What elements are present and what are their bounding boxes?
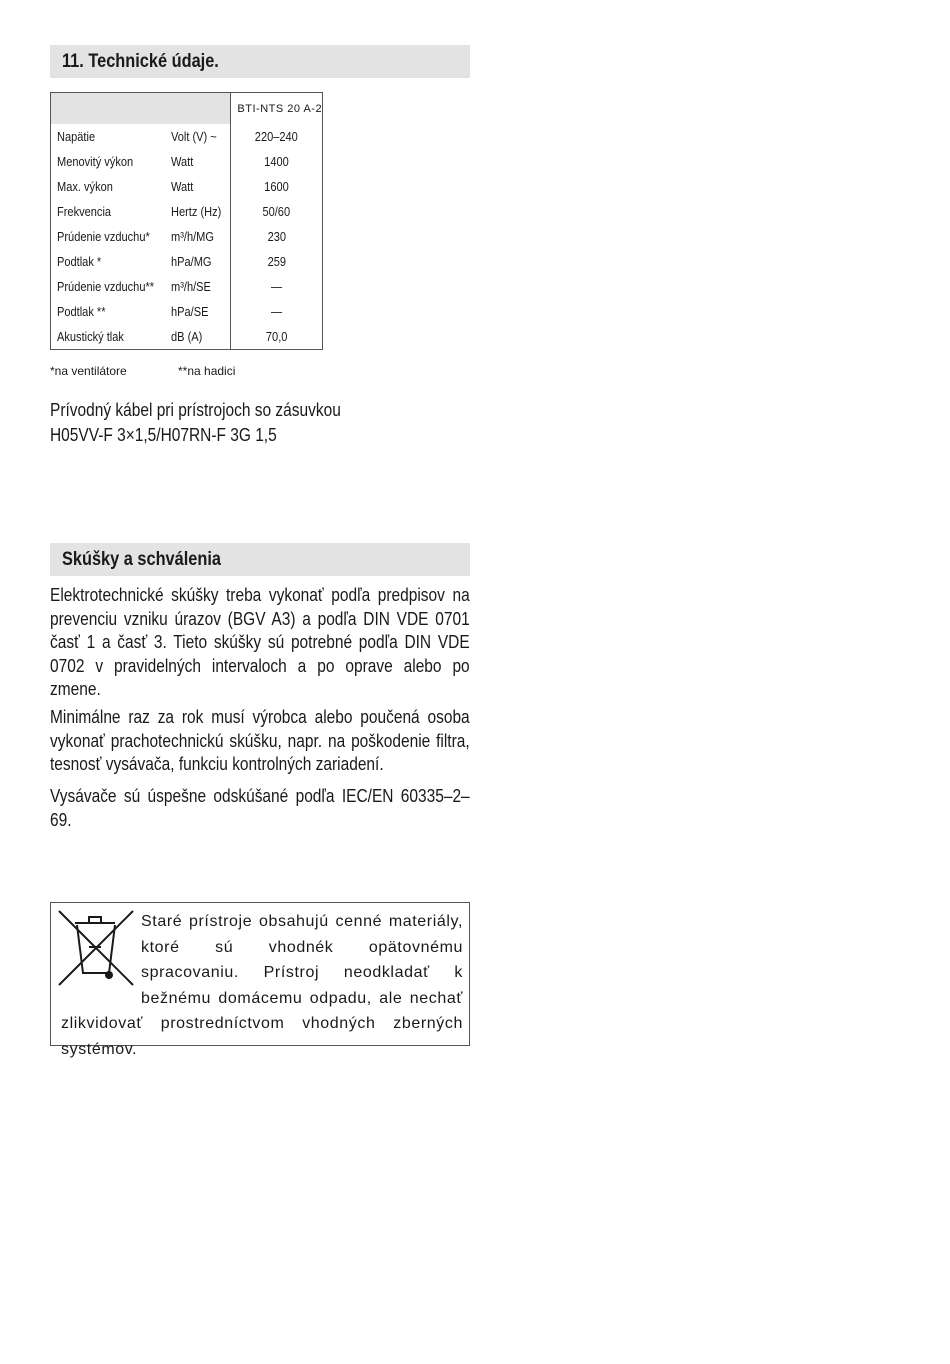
cable-spec [50,398,388,448]
model-header: BTI-NTS 20 A-2 [231,93,323,125]
table-row [51,174,323,199]
paragraph-certification [50,785,470,832]
row-label: Frekvencia [57,204,112,219]
row-label: Napätie [57,129,96,144]
disposal-notice [50,902,470,1058]
paragraph-text: Vysávače sú úspešne odskúšané podľa IEC/EN 60335–2–69. [50,786,470,830]
row-value: 259 [267,254,286,269]
table-row [51,149,323,174]
row-unit: hPa/MG [171,254,212,269]
row-value: 70,0 [265,329,288,344]
row-unit: m³/h/MG [171,229,215,244]
row-unit: m³/h/SE [171,279,212,294]
row-label: Max. výkon [57,179,113,194]
row-value: — [271,304,283,319]
row-unit: Hertz (Hz) [171,204,222,219]
paragraph-text: Minimálne raz za rok musí výrobca alebo poučená osoba vykonať prachotechnickú skúšku, napr. na poškodenie filtra, tesnosť vysávača, funkciu kontrolných zariadení. [50,707,470,774]
row-label: Podtlak ** [57,304,106,319]
disposal-text: Staré prístroje obsahujú cenné materiály, ktoré sú vhodnék opätovnému spracovaniu. Prístroj neodkladať k bežnému domácemu odpadu, ale nechať zlikvidovať prostredníctvom vhodných zberných systémov. [61,913,463,1058]
section-title: 11. Technické údaje. [62,50,219,72]
row-value: — [271,279,283,294]
table-row [51,224,323,249]
section-header-tests [50,543,470,576]
table-row [51,299,323,324]
row-value: 220–240 [255,129,299,144]
table-row [51,199,323,224]
cable-line-2: H05VV-F 3×1,5/H07RN-F 3G 1,5 [50,425,277,445]
table-row [51,249,323,274]
row-unit: Watt [171,154,194,169]
table-row [51,324,323,350]
cable-line-1: Prívodný kábel pri prístrojoch so zásuvkou [50,400,341,420]
table-row [51,124,323,149]
row-unit: dB (A) [171,329,203,344]
row-label: Prúdenie vzduchu** [57,279,155,294]
footnote-hose: **na hadici [178,364,236,378]
row-value: 1600 [264,179,290,194]
row-value: 50/60 [262,204,291,219]
paragraph-text: Elektrotechnické skúšky treba vykonať podľa predpisov na prevenciu vzniku úrazov (BGV A3) a podľa DIN VDE 0701 časť 1 a časť 3. Tieto skúšky sú potrebné podľa DIN VDE 0702 v pravidelných intervaloch a po oprave alebo po zmene. [50,585,470,699]
paragraph-electrical-tests [50,584,470,702]
row-unit: Watt [171,179,194,194]
row-value: 230 [267,229,286,244]
row-label: Menovitý výkon [57,154,134,169]
footnote-fan: *na ventilátore [50,364,127,378]
table-row [51,274,323,299]
row-label: Podtlak * [57,254,102,269]
row-value: 1400 [264,154,290,169]
section-title: Skúšky a schválenia [62,548,221,570]
technical-data-table [50,92,323,350]
row-unit: hPa/SE [171,304,209,319]
paragraph-annual-test [50,706,470,777]
section-header-technical-data [50,45,470,78]
row-label: Prúdenie vzduchu* [57,229,150,244]
row-unit: Volt (V) ~ [171,129,217,144]
table-header-row [51,93,323,125]
row-label: Akustický tlak [57,329,124,344]
